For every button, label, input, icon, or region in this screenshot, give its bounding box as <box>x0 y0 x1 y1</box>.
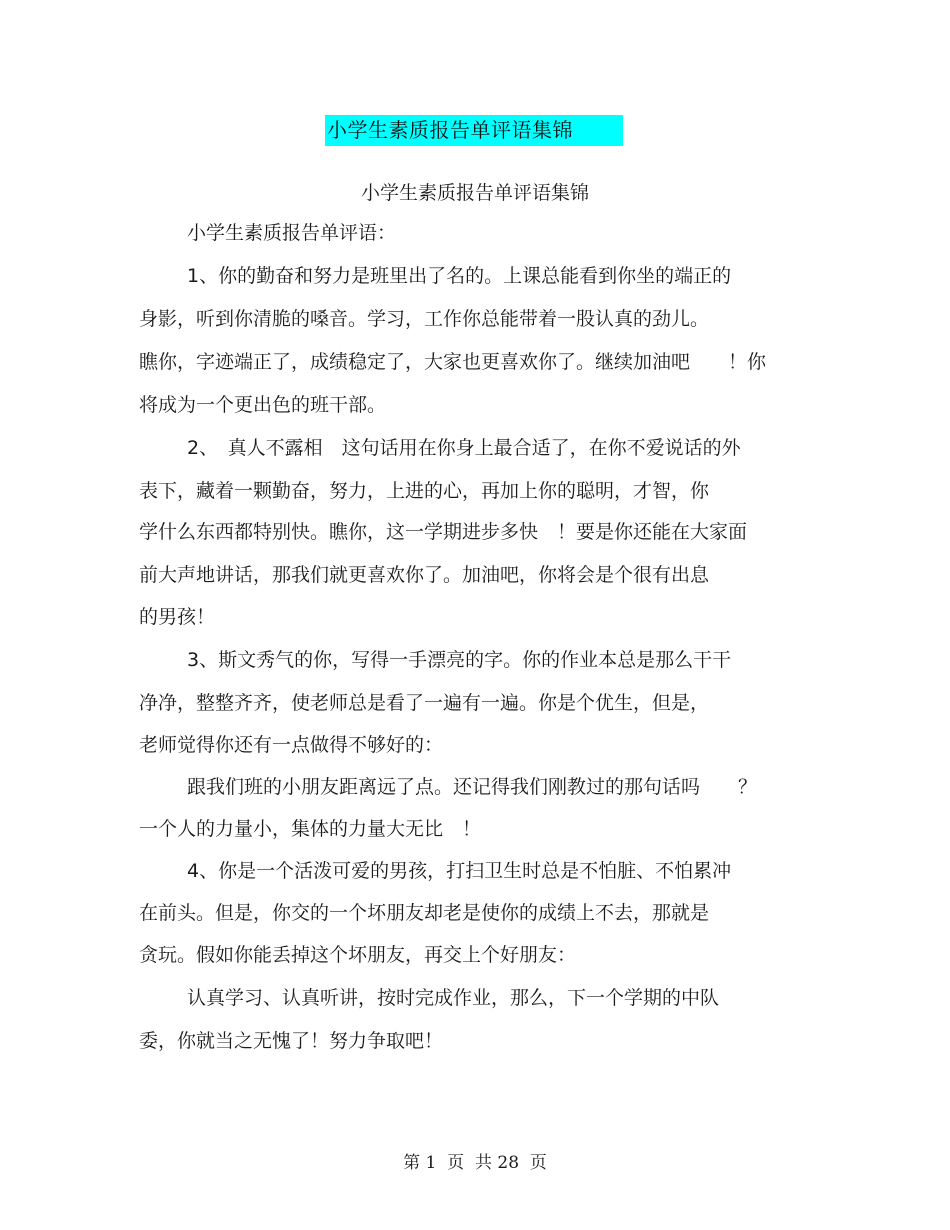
paragraph-line: 的男孩！ <box>139 606 216 628</box>
paragraph-line: 表下，藏着一颗勤奋，努力，上进的心，再加上你的聪明，才智，你 <box>139 480 710 502</box>
paragraph-line: 委，你就当之无愧了！努力争取吧！ <box>139 1030 444 1052</box>
paragraph-line: 一个人的力量小，集体的力量大无比 ！ <box>139 818 482 840</box>
paragraph-line: 净净，整整齐齐，使老师总是看了一遍有一遍。你是个优生，但是， <box>139 692 710 714</box>
paragraph-line: 贪玩。假如你能丢掉这个坏朋友，再交上个好朋友： <box>139 944 577 966</box>
paragraph-line: 1、你的勤奋和努力是班里出了名的。上课总能看到你坐的端正的 <box>187 265 732 287</box>
paragraph-line: 瞧你，字迹端正了，成绩稳定了，大家也更喜欢你了。继续加油吧 ！你 <box>139 351 767 373</box>
paragraph-line: 2、 真人不露相 这句话用在你身上最合适了，在你不爱说话的外 <box>187 437 741 459</box>
paragraph-line: 老师觉得你还有一点做得不够好的： <box>139 734 444 756</box>
document-subtitle: 小学生素质报告单评语集锦 <box>360 182 589 204</box>
paragraph-line: 跟我们班的小朋友距离远了点。还记得我们刚教过的那句话吗 ？ <box>187 776 758 798</box>
paragraph-line: 4、你是一个活泼可爱的男孩，打扫卫生时总是不怕脏、不怕累冲 <box>187 860 732 882</box>
page-number-footer: 第 1 页 共 28 页 <box>403 1153 547 1173</box>
paragraph-line: 身影，听到你清脆的嗓音。学习，工作你总能带着一股认真的劲儿。 <box>139 308 710 330</box>
intro-heading: 小学生素质报告单评语： <box>187 222 397 244</box>
paragraph-line: 认真学习、认真听讲，按时完成作业，那么，下一个学期的中队 <box>187 987 720 1009</box>
paragraph-line: 学什么东西都特别快。瞧你，这一学期进步多快 ！要是你还能在大家面 <box>139 521 748 543</box>
paragraph-line: 在前头。但是，你交的一个坏朋友却老是使你的成绩上不去，那就是 <box>139 902 710 924</box>
paragraph-line: 前大声地讲话，那我们就更喜欢你了。加油吧，你将会是个很有出息 <box>139 564 710 586</box>
document-title: 小学生素质报告单评语集锦 <box>327 118 573 142</box>
paragraph-line: 将成为一个更出色的班干部。 <box>139 394 387 416</box>
paragraph-line: 3、斯文秀气的你，写得一手漂亮的字。你的作业本总是那么干干 <box>187 649 732 671</box>
